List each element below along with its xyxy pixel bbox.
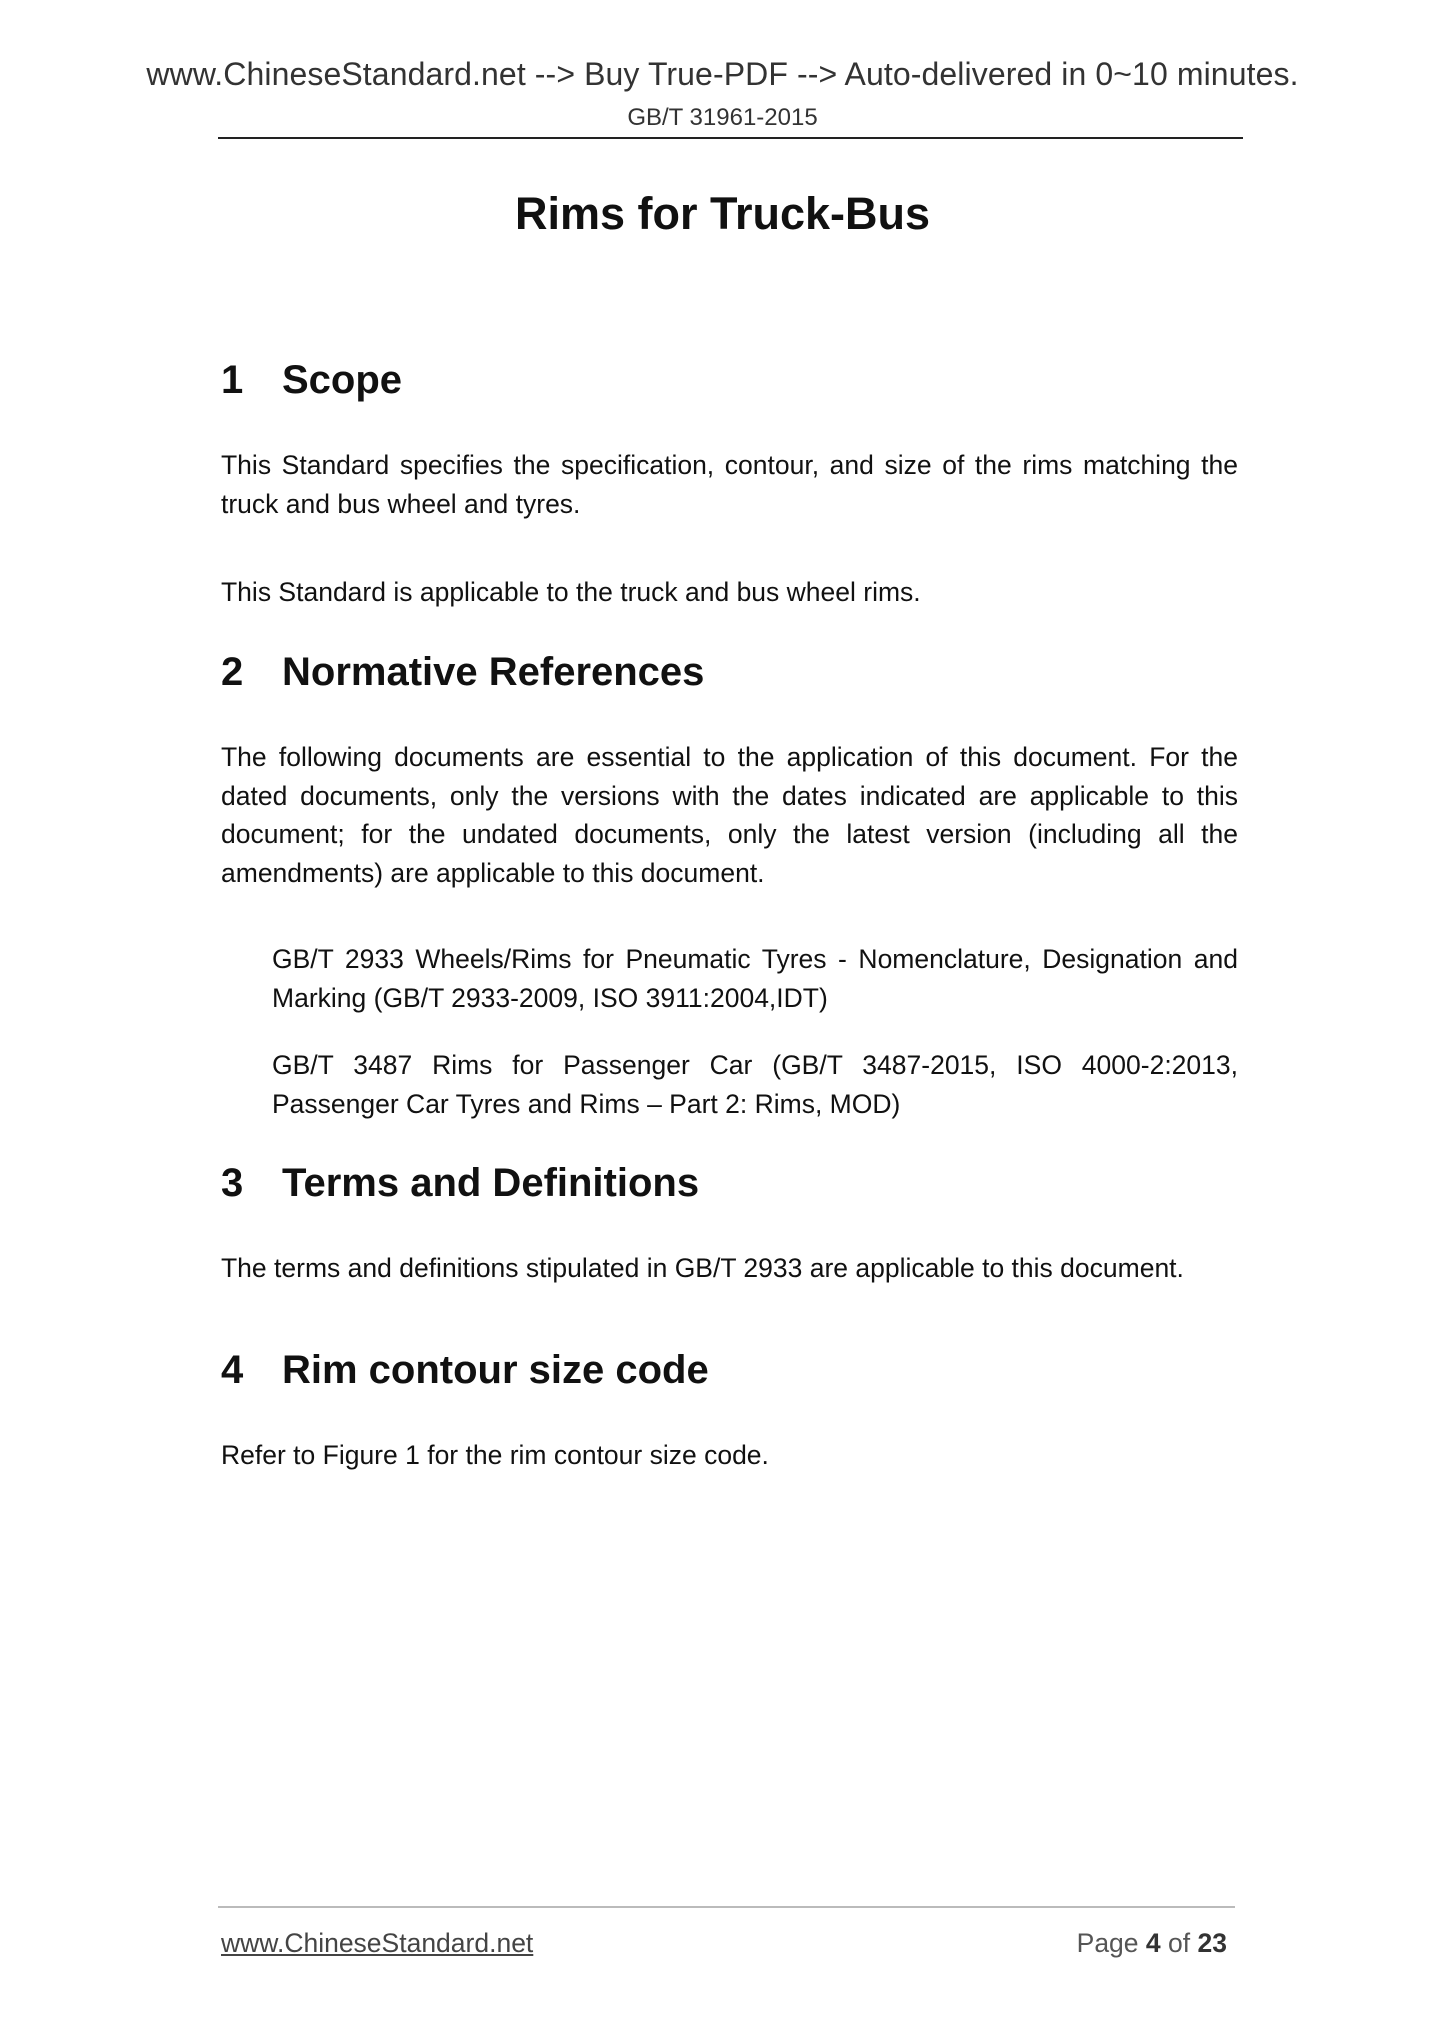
section-title: Terms and Definitions [282, 1161, 700, 1205]
section-heading-terms-and-definitions [221, 1161, 699, 1206]
footer-website-link[interactable]: www.ChineseStandard.net [221, 1928, 534, 1958]
paragraph: This Standard specifies the specification, contour, and size of the rims matching the truck and bus wheel and tyres. [221, 450, 1238, 519]
section-title: Scope [282, 358, 403, 402]
paragraph: This Standard is applicable to the truck and bus wheel rims. [221, 577, 921, 607]
section-title: Normative References [282, 650, 705, 694]
page-prefix: Page [1076, 1928, 1139, 1958]
section-heading-rim-contour-size-code [221, 1348, 709, 1393]
paragraph: The terms and definitions stipulated in GB/T 2933 are applicable to this document. [221, 1253, 1184, 1283]
header-divider [218, 137, 1243, 139]
paragraph: The following documents are essential to the application of this document. For the dated documents, only the versions with the dates indicated are applicable to this document; for the undated documents, only the latest version (including all the amendments) are applicable to this document. [221, 742, 1238, 888]
section-number: 2 [221, 650, 244, 694]
page-total: 23 [1197, 1928, 1227, 1958]
page-of: of [1168, 1928, 1191, 1958]
standard-number: GB/T 31961-2015 [627, 104, 818, 131]
document-title: Rims for Truck-Bus [514, 188, 931, 239]
section-title: Rim contour size code [282, 1348, 709, 1392]
section-number: 4 [221, 1348, 244, 1392]
section-heading-scope [221, 358, 402, 403]
header-banner: www.ChineseStandard.net --> Buy True-PDF --> Auto-delivered in 0~10 minutes. [146, 56, 1299, 92]
section-heading-normative-references [221, 650, 704, 695]
section-number: 1 [221, 358, 244, 402]
page-number [1077, 1928, 1227, 1959]
reference-item: GB/T 3487 Rims for Passenger Car (GB/T 3487-2015, ISO 4000-2:2013, Passenger Car Tyres and Rims – Part 2: Rims, MOD) [272, 1050, 1238, 1119]
paragraph: Refer to Figure 1 for the rim contour size code. [221, 1440, 769, 1470]
page-current: 4 [1145, 1928, 1161, 1958]
reference-item: GB/T 2933 Wheels/Rims for Pneumatic Tyres - Nomenclature, Designation and Marking (GB/T 2933-2009, ISO 3911:2004,IDT) [272, 944, 1238, 1013]
section-number: 3 [221, 1161, 244, 1205]
footer-divider [218, 1906, 1235, 1908]
